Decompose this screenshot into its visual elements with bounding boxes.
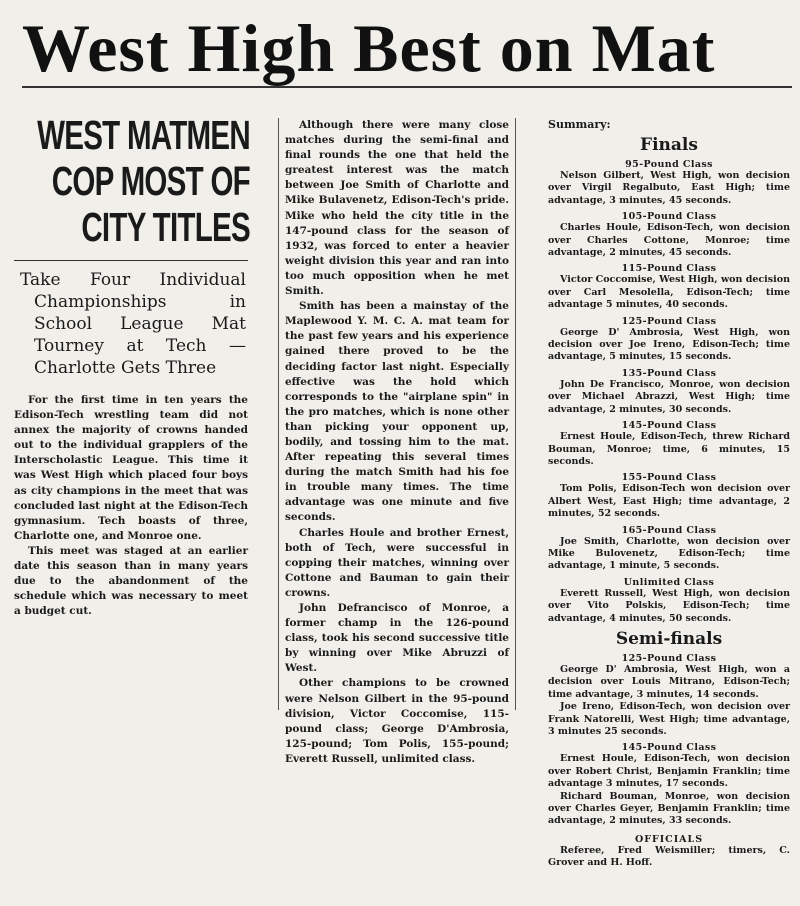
match-result: Joe Ireno, Edison-Tech, won decision over Frank Natorelli, West High; time advantage, 3 minutes 25 seconds. bbox=[548, 701, 790, 737]
match-result: John De Francisco, Monroe, won decision over Michael Abrazzi, West High; time advantage, 2 minutes, 30 seconds. bbox=[548, 378, 790, 415]
summary-label: Summary: bbox=[548, 118, 611, 131]
body-paragraph: Smith has been a mainstay of the Maplewood Y. M. C. A. mat team for the past few years and his experience gained there proved to be the deciding factor last night. Especially effective was the hold which corresponds to the "airplane spin" in the pro matches, which is none other than picking your opponent up, bodily, and tossing him to the mat. After repeating this several times during the match Smith had his foe in trouble many times. The time advantage was one minute and five seconds. bbox=[285, 300, 509, 524]
weight-class-label: 165-Pound Class bbox=[621, 524, 717, 536]
weight-class-label: 125-Pound Class bbox=[621, 315, 717, 327]
match-result: Victor Coccomise, West High, won decision over Carl Mesolella, Edison-Tech; time advantage 5 minutes, 40 seconds. bbox=[548, 274, 790, 311]
match-result: Nelson Gilbert, West High, won decision over Virgil Regalbuto, East High; time advantage, 3 minutes, 45 seconds. bbox=[548, 170, 790, 206]
match-result: Charles Houle, Edison-Tech, won decision over Charles Cottone, Monroe; time advantage, 2 minutes, 45 seconds. bbox=[548, 222, 790, 259]
match-result: Tom Polis, Edison-Tech won decision over Albert West, East High; time advantage, 2 minutes, 52 seconds. bbox=[548, 483, 790, 520]
weight-class-label: 125-Pound Class bbox=[621, 652, 717, 664]
weight-class-label: 145-Pound Class bbox=[621, 742, 717, 754]
story-deck: Take Four Individual Championships in School League Mat Tourney at Tech — Charlotte Gets Three bbox=[20, 270, 246, 378]
weight-class-label: Unlimited Class bbox=[623, 576, 715, 588]
finals-list bbox=[548, 159, 790, 625]
semifinals-list bbox=[548, 653, 790, 828]
headline-line-2: COP MOST OF bbox=[51, 158, 250, 204]
body-paragraph: This meet was staged at an earlier date this season than in many years due to the abandonment of the schedule which was necessary to meet a budget cut. bbox=[14, 544, 248, 618]
column-1-body bbox=[10, 393, 252, 619]
match-result: George D' Ambrosia, West High, won decision over Joe Ireno, Edison-Tech; time advantage, 5 minutes, 15 seconds. bbox=[548, 326, 790, 363]
weight-class-label: 145-Pound Class bbox=[621, 420, 717, 432]
match-result: George D' Ambrosia, West High, won a decision over Louis Mitrano, Edison-Tech; time advantage, 3 minutes, 14 seconds. bbox=[548, 663, 790, 700]
weight-class-label: 135-Pound Class bbox=[621, 367, 717, 379]
body-paragraph: For the first time in ten years the Edison-Tech wrestling team did not annex the majority of crowns handed out to the individual grapplers of the Interscholastic League. This time it was West High which placed four boys as city champions in the meet that was concluded last night at the Edison-Tech gymnasium. Tech boasts of three, Charlotte one, and Monroe one. bbox=[14, 394, 248, 542]
body-paragraph: Charles Houle and brother Ernest, both of Tech, were successful in copping their matches, winning over Cottone and Bauman to gain their crowns. bbox=[285, 526, 509, 599]
weight-class-label: 95-Pound Class bbox=[625, 159, 713, 170]
weight-class-label: 105-Pound Class bbox=[621, 211, 717, 223]
story-headline bbox=[20, 98, 250, 250]
headline-divider bbox=[14, 260, 248, 261]
match-result: Joe Smith, Charlotte, won decision over Mike Bulovenetz, Edison-Tech; time advantage, 1 minute, 5 seconds. bbox=[548, 535, 790, 572]
weight-class-label: 155-Pound Class bbox=[621, 472, 717, 484]
match-result: Ernest Houle, Edison-Tech, threw Richard Bouman, Monroe; time, 6 minutes, 15 seconds. bbox=[548, 431, 790, 467]
finals-heading: Finals bbox=[640, 135, 698, 155]
body-paragraph: Other champions to be crowned were Nelson Gilbert in the 95-pound division, Victor Coccomise, 115-pound class; George D'Ambrosia, 125-pound; Tom Polis, 155-pound; Everett Russell, unlimited class. bbox=[285, 677, 509, 765]
body-paragraph: Although there were many close matches during the semi-final and final rounds the one that held the greatest interest was the match between Joe Smith of Charlotte and Mike Bulavenetz, Edison-Tech's pride. Mike who held the city title in the 147-pound class for the season of 1932, was forced to enter a heavier weight division this year and ran into too much opposition when he met Smith. bbox=[285, 119, 509, 298]
semifinals-heading: Semi-finals bbox=[615, 628, 723, 649]
banner-rule bbox=[22, 86, 792, 88]
headline-line-1: WEST MATMEN bbox=[37, 112, 250, 158]
column-3-summary bbox=[548, 118, 790, 898]
body-paragraph: John Defrancisco of Monroe, a former champ in the 126-pound class, took his second successive title by winning over Mike Abruzzi of West. bbox=[285, 602, 509, 675]
column-2 bbox=[278, 118, 516, 765]
officials-heading: OFFICIALS bbox=[634, 833, 704, 845]
match-result: Richard Bouman, Monroe, won decision over Charles Geyer, Benjamin Franklin; time advantage, 2 minutes, 33 seconds. bbox=[548, 790, 790, 827]
page-banner-headline: West High Best on Mat bbox=[22, 10, 716, 86]
match-result: Ernest Houle, Edison-Tech, won decision over Robert Christ, Benjamin Franklin; time advantage 3 minutes, 17 seconds. bbox=[548, 753, 790, 790]
officials-text: Referee, Fred Weismiller; timers, C. Grover and H. Hoff. bbox=[548, 844, 790, 869]
headline-line-3: CITY TITLES bbox=[81, 204, 251, 250]
match-result: Everett Russell, West High, won decision over Vito Polskis, Edison-Tech; time advantage, 4 minutes, 50 seconds. bbox=[548, 587, 790, 624]
column-1 bbox=[10, 98, 252, 658]
weight-class-label: 115-Pound Class bbox=[621, 263, 717, 275]
